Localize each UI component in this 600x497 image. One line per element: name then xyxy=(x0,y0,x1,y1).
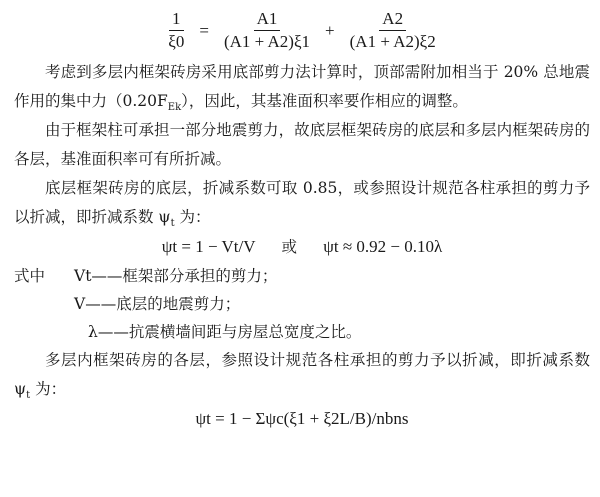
fraction-term-2 xyxy=(347,8,439,53)
definition-lead: 式中 xyxy=(14,267,46,285)
paragraph-text-tail: 为： xyxy=(30,380,67,398)
fraction-numerator: 1 xyxy=(169,8,184,31)
definition-vt xyxy=(14,262,590,290)
fraction-numerator: A1 xyxy=(254,8,281,31)
formula-text: ψt = 1 − Σψc(ξ1 + ξ2L/B)/nbns xyxy=(195,409,409,428)
subscript: t xyxy=(26,390,31,402)
paragraph-text: 多层内框架砖房的各层，参照设计规范各柱承担的剪力予以折减，即折减系数 ψ xyxy=(14,351,590,398)
paragraph-text-tail: ），因此，其基准面积率要作相应的调整。 xyxy=(181,92,468,110)
paragraph-multistory-reduction xyxy=(14,346,590,404)
definition-text: Vt——框架部分承担的剪力； xyxy=(74,267,278,285)
formula-or-word: 或 xyxy=(281,238,297,256)
formula-reduction-coefficient xyxy=(14,232,590,262)
definition-lambda: λ——抗震横墙间距与房屋总宽度之比。 xyxy=(88,323,362,341)
fraction-denominator: (A1 + A2)ξ2 xyxy=(349,31,436,51)
subscript: t xyxy=(170,218,175,230)
fraction-denominator: (A1 + A2)ξ1 xyxy=(223,31,311,51)
subscript: Ek xyxy=(167,102,182,114)
definition-v: V——底层的地震剪力； xyxy=(74,295,241,313)
formula-base-area-ratio xyxy=(14,2,590,58)
formula-multistory-coefficient xyxy=(14,404,590,434)
paragraph-top-force-adjustment xyxy=(14,58,590,116)
formula-left: ψt = 1 − Vt/V xyxy=(161,237,256,256)
paragraph-text: 考虑到多层内框架砖房采用底部剪力法计算时，顶部需附加相当于 20% 总地震作用的集中力（0.20F xyxy=(14,63,590,110)
fraction-denominator: ξ0 xyxy=(168,31,185,51)
paragraph-text-tail: 为： xyxy=(174,208,211,226)
paragraph-column-shear: 由于框架柱可承担一部分地震剪力，故底层框架砖房的底层和多层内框架砖房的各层，基准面积率可有所折减。 xyxy=(14,121,590,168)
fraction-lhs xyxy=(165,8,187,53)
fraction-term-1 xyxy=(221,8,313,53)
paragraph-bottom-frame-reduction xyxy=(14,174,590,232)
paragraph-text: 底层框架砖房的底层，折减系数可取 0.85，或参照设计规范各柱承担的剪力予以折减，即折减系数 ψ xyxy=(14,179,590,226)
fraction-numerator: A2 xyxy=(379,8,406,31)
formula-right: ψt ≈ 0.92 − 0.10λ xyxy=(323,237,443,256)
plus-sign: + xyxy=(325,20,335,40)
equals-sign: = xyxy=(199,20,209,40)
